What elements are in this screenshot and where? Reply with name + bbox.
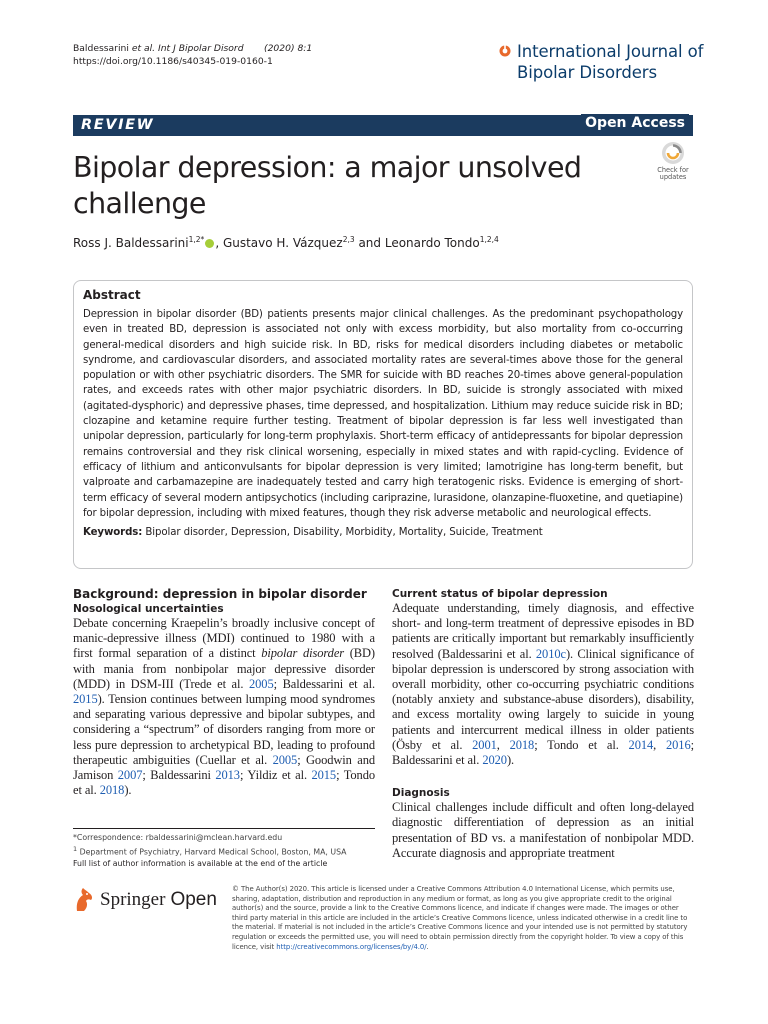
keywords-list: Bipolar disorder, Depression, Disability, Morbidity, Mortality, Suicide, Treatment <box>145 527 543 539</box>
citation-journal: et al. Int J Bipolar Disord <box>131 43 244 54</box>
abstract-text: Depression in bipolar disorder (BD) patients presents major clinical challenges. As the predominant psychopathology even in treated BD, depression is associated not only with excess morbidity, but also mortality from co-occurring general-medical disorders and high suicide risk. In BD, risks for medical disorders including diabetes or metabolic syndrome, and cardiovascular disorders, and associated mortality rates are several-times above those for the general population or with other psychiatric disorders. The SMR for suicide with BD reaches 20-times above general-population rates, and exceeds rates with other major psychiatric disorders. In BD, suicide is strongly associated with mixed (agitated-dysphoric) and depressive phases, time depressed, and hospitalization. Lithium may reduce suicide risk in BD; clozapine and ketamine require further testing. Treatment of bipolar depression is far less well investigated than unipolar depression, particularly for long-term prophylaxis. Short-term efficacy of antidepressants for bipolar depression remains controversial and they risk clinical worsening, especially in mixed states and with rapid-cycling. Evidence of efficacy of lithium and anticonvulsants for bipolar depression is very limited; lamotrigine has long-term benefit, but valproate and carbamazepine are inadequately tested and carry high teratogenic risks. Evidence is emerging of short-term efficacy of several modern antipsychotics (including cariprazine, lurasidone, olanzapine-fluoxetine, and quetiapine) for bipolar depression, including with mixed features, though they risk adverse metabolic and neurological effects. <box>83 309 683 519</box>
reference-link[interactable]: 2015 <box>311 768 337 783</box>
reference-link[interactable]: 2020 <box>482 753 507 768</box>
keywords <box>83 525 683 540</box>
right-column <box>392 587 694 861</box>
author-affiliation-sup: 1,2,4 <box>479 235 499 244</box>
author-affiliation-sup: 1,2* <box>188 235 205 244</box>
text-run: ). <box>124 783 132 798</box>
text-run-italic: bipolar disorder <box>261 646 345 661</box>
text-run: (BD) with mania from nonbipolar major depressive disorder (MDD) in DSM-III (Trede et al. <box>73 646 375 691</box>
affiliation-sup: 1 <box>73 844 78 853</box>
text-run: Adequate understanding, timely diagnosis, and effective short- and long-term treatment of depressive episodes in BD patients are critically important but remarkably insufficiently resolved (Baldessarini et al. <box>392 601 694 661</box>
paragraph-nosological <box>73 616 375 798</box>
text-run: ; Baldessarini et al. <box>273 676 375 691</box>
author-info-note: Full list of author information is available at the end of the article <box>73 858 328 868</box>
author-affiliation-sup: 2,3 <box>342 235 355 244</box>
citation-authors: Baldessarini <box>73 43 132 54</box>
paragraph-diagnosis: Clinical challenges include difficult and often long-delayed diagnostic differentiation of depression as an initial presentation of BD vs. a manifestation of nonbipolar MDD. Accurate diagnosis and appropriate treatment <box>392 800 694 860</box>
journal-title-line2: Bipolar Disorders <box>517 63 657 82</box>
author-list <box>73 232 499 251</box>
reference-link[interactable]: 2018 <box>509 737 535 752</box>
text-run: ). Tension continues between lumping mood syndromes and separating various depressive and bipolar subtypes, and considering a “spectrum” of disorders ranging from more or less pure depression to archetypical BD, leading to profound therapeutic ambiguities (Cuellar et al. <box>73 692 375 767</box>
citation-line <box>73 42 312 55</box>
journal-title-line1: International Journal of <box>517 42 704 61</box>
reference-link[interactable]: 2005 <box>272 752 298 767</box>
section-heading-current-status: Current status of bipolar depression <box>392 588 608 600</box>
springer-horse-icon <box>73 887 95 913</box>
check-label-line1: Check for <box>657 166 689 174</box>
text-run: ; Goodwin and Jamison <box>73 752 375 783</box>
doi-link[interactable]: https://doi.org/10.1186/s40345-019-0160-1 <box>73 56 273 67</box>
check-for-updates-label <box>657 167 688 181</box>
reference-link[interactable]: 2013 <box>215 768 240 783</box>
affiliation-note <box>73 844 375 858</box>
text-run: Debate concerning Kraepelin’s broadly inclusive concept of manic-depressive illness (MDI) continued to 1980 with a first formal separation of a distinct <box>73 616 375 661</box>
check-for-updates-icon <box>661 141 685 165</box>
springer-name: Springer <box>100 889 166 910</box>
journal-logo[interactable] <box>499 41 703 83</box>
text-run: ; Baldessarini <box>142 768 216 783</box>
text-run: , <box>496 737 510 752</box>
text-run: ; Tondo et al. <box>534 737 629 752</box>
journal-title <box>517 41 703 83</box>
abstract-heading: Abstract <box>83 288 141 302</box>
text-run: ; Yildiz et al. <box>239 768 312 783</box>
keywords-label: Keywords: <box>83 527 143 539</box>
article-type-label: REVIEW <box>81 117 155 133</box>
license-text: © The Author(s) 2020. This article is licensed under a Creative Commons Attribution 4.0 International License, which permits use, sharing, adaptation, distribution and reproduction in any medium or format, as long as you give appropriate credit to the original author(s) and the source, provide a link to the Creative Commons licence, and indicate if changes were made. The images or other third party material in this article are included in the article’s Creative Commons licence, unless indicated otherwise in a credit line to the material. If material is not included in the article’s Creative Commons licence and your intended use is not permitted by statutory regulation or exceeds the permitted use, you will need to obtain permission directly from the copyright holder. To view a copy of this licence, visit <box>232 885 688 951</box>
citation-header <box>73 42 312 68</box>
correspondence-note: *Correspondence: rbaldessarini@mclean.harvard.edu <box>73 833 283 842</box>
reference-link[interactable]: 2001 <box>472 737 497 752</box>
springer-open-logo[interactable] <box>73 887 217 913</box>
orcid-icon[interactable] <box>205 239 214 248</box>
article-type-banner <box>73 115 693 136</box>
reference-link[interactable]: 2015 <box>73 692 98 707</box>
license-link[interactable]: http://creativecommons.org/licenses/by/4.0/ <box>276 942 427 951</box>
open-access-badge: Open Access <box>581 114 689 136</box>
left-column <box>73 587 375 798</box>
citation-year-volume: (2020) 8:1 <box>263 43 313 54</box>
footnotes <box>73 828 375 869</box>
affiliation-text: Department of Psychiatry, Harvard Medical School, Boston, MA, USA <box>77 847 347 857</box>
license-notice <box>232 885 694 952</box>
reference-link[interactable]: 2007 <box>117 768 143 783</box>
reference-link[interactable]: 2018 <box>99 783 125 798</box>
text-run: ). <box>506 753 515 768</box>
article-title: Bipolar depression: a major unsolved challenge <box>73 151 582 220</box>
license-end: . <box>426 942 429 951</box>
check-for-updates-button[interactable] <box>655 141 691 181</box>
reference-link[interactable]: 2014 <box>628 737 654 752</box>
subheading-nosological: Nosological uncertainties <box>73 603 224 615</box>
author-baldessarini[interactable]: Ross J. Baldessarini <box>73 236 189 250</box>
springer-open-logo-icon <box>499 45 511 57</box>
author-tondo[interactable]: and Leonardo Tondo <box>354 236 480 250</box>
reference-link[interactable]: 2005 <box>249 676 274 691</box>
text-run: ). Clinical significance of bipolar depression is underscored by strong association with overall morbidity, other co-occurring psychiatric conditions (notably anxiety and substance-abuse disorders), disability, and excess mortality owing largely to suicide in young patients and intercurrent medical illness in older patients (Ösby et al. <box>392 646 695 752</box>
text-run: ; Baldessarini et al. <box>392 737 694 768</box>
paragraph-current-status <box>392 601 694 768</box>
author-vazquez[interactable]: , Gustavo H. Vázquez <box>215 236 343 250</box>
check-label-line2: updates <box>659 173 687 181</box>
section-heading-diagnosis: Diagnosis <box>392 787 450 800</box>
text-run: ; Tondo et al. <box>73 768 375 798</box>
reference-link[interactable]: 2010c <box>535 646 566 661</box>
abstract-box <box>73 280 693 569</box>
section-heading-background: Background: depression in bipolar disorder <box>73 587 367 601</box>
text-run: , <box>653 737 666 752</box>
reference-link[interactable]: 2016 <box>666 737 691 752</box>
springer-open-label: Open <box>170 889 217 910</box>
